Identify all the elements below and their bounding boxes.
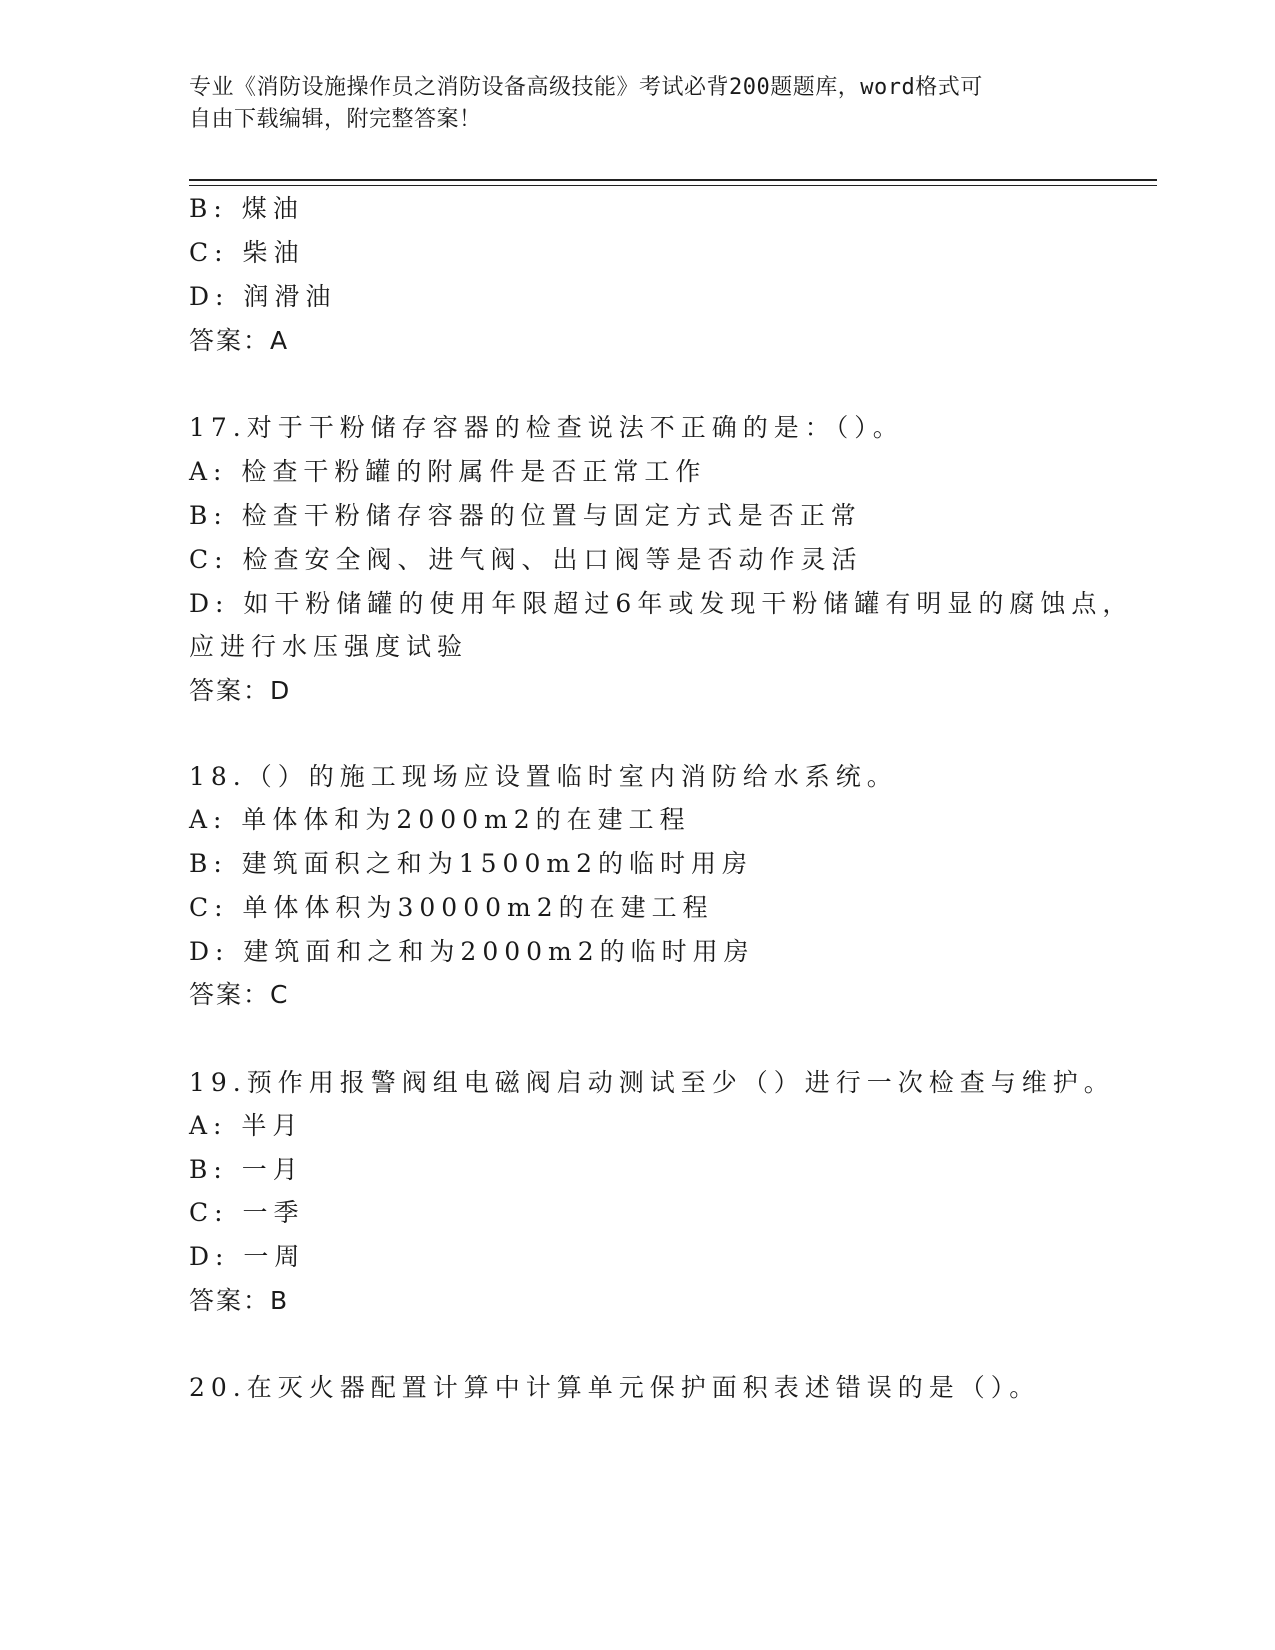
q16-option-b: B: 煤油 [189,194,304,223]
q18-option-b: B: 建筑面积之和为1500m2的临时用房 [189,849,753,878]
q19-answer: 答案：B [189,1286,290,1315]
q17-question: 17.对于干粉储存容器的检查说法不正确的是：（）。 [189,413,904,442]
q18-option-a: A: 单体体和为2000m2的在建工程 [189,805,691,834]
q16-option-d: D: 润滑油 [189,282,337,311]
header-title-line-1: 专业《消防设施操作员之消防设备高级技能》考试必背200题题库，word格式可 [189,75,983,100]
q18-question: 18.（）的施工现场应设置临时室内消防给水系统。 [189,762,898,791]
q19-option-b: B: 一月 [189,1155,304,1184]
header-divider-thick [189,179,1157,181]
q19-question: 19.预作用报警阀组电磁阀启动测试至少（）进行一次检查与维护。 [189,1068,1115,1097]
q19-option-a: A: 半月 [189,1111,304,1140]
q17-answer: 答案：D [189,676,292,705]
q17-option-c: C: 检查安全阀、进气阀、出口阀等是否动作灵活 [189,545,863,574]
q19-option-c: C: 一季 [189,1198,305,1227]
q17-option-a: A: 检查干粉罐的附属件是否正常工作 [189,457,707,486]
q18-answer: 答案：C [189,980,290,1009]
q16-option-c: C: 柴油 [189,238,305,267]
header-divider-thin [189,185,1157,186]
q19-option-d: D: 一周 [189,1242,306,1271]
q17-option-b: B: 检查干粉储存容器的位置与固定方式是否正常 [189,501,862,530]
q20-question: 20.在灭火器配置计算中计算单元保护面积表述错误的是（）。 [189,1373,1041,1402]
q18-option-c: C: 单体体积为30000m2的在建工程 [189,893,714,922]
q17-option-d-continued: 应进行水压强度试验 [189,632,469,661]
q16-answer: 答案：A [189,326,290,355]
q18-option-d: D: 建筑面和之和为2000m2的临时用房 [189,937,755,966]
document-header [189,72,1089,136]
header-title-line-2: 自由下载编辑，附完整答案！ [189,107,482,132]
q17-option-d: D: 如干粉储罐的使用年限超过6年或发现干粉储罐有明显的腐蚀点， [189,589,1134,618]
